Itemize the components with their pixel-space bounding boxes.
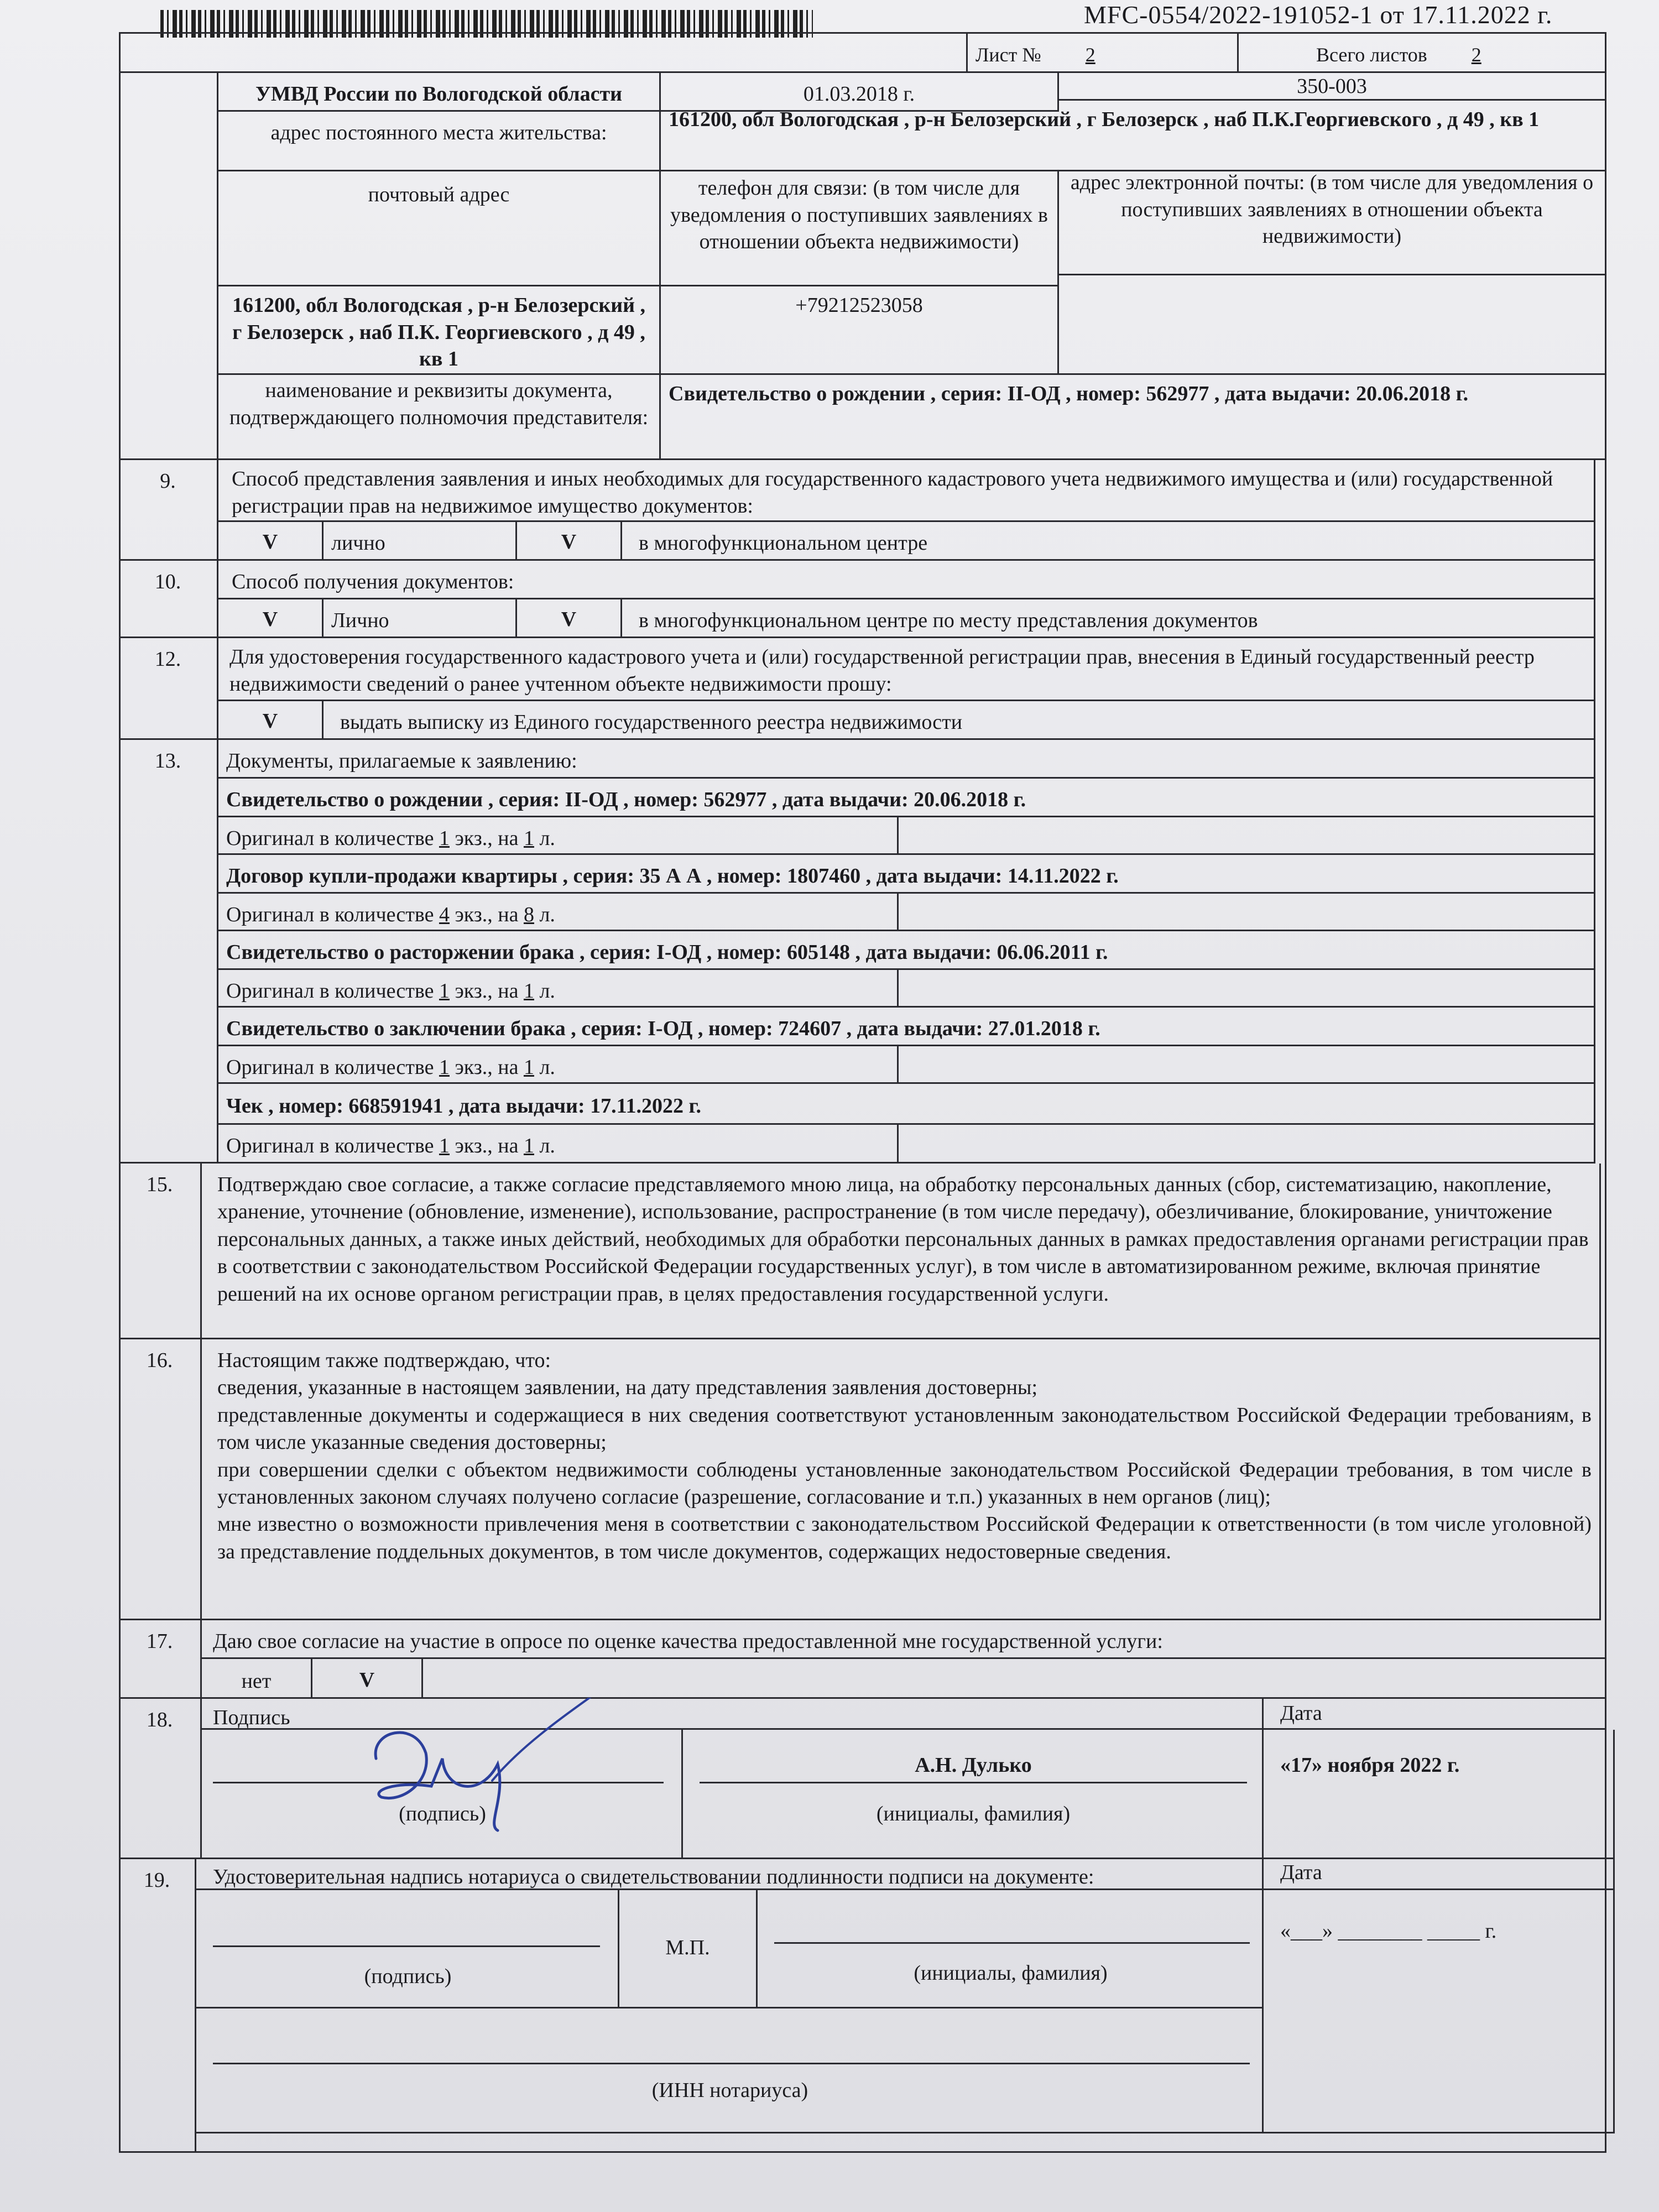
num-17: 17. (119, 1620, 202, 1699)
num-10: 10. (119, 561, 218, 638)
s18-name-caption: (инициалы, фамилия) (876, 1802, 1071, 1825)
doc-4-details: , серия: I-ОД , номер: 724607 , дата выдачи: 27.01.2018 г. (565, 1017, 1100, 1040)
s10-text: Способ получения документов: (218, 561, 1595, 599)
rep-code: 350-003 (1059, 73, 1606, 101)
num-rep (119, 73, 218, 460)
s10-mark-1: V (218, 599, 324, 638)
doc-3 (218, 931, 1595, 970)
s9-option-2: в многофункциональном центре (622, 522, 1595, 561)
s15-text: Подтверждаю свое согласие, а также согласие представляемого мною лица, на обработку персональных данных (сбор, систематизацию, накопление, хранение, уточнение (обновление, изменение), использование, распространение (в том числе передачу), обезличивание, блокирование, уничтожение персональных данных, а также иных действий, необходимых для обработки персональных данных в рамках предоставления органами регистрации прав в соответствии с законодательством Российской Федерации государственных услуг), в том числе в автоматизированном режиме, включая принятие решений на их основе органом регистрации прав, в целях предоставления государственной услуги. (202, 1164, 1601, 1339)
doc-1-details: , серия: II-ОД , номер: 562977 , дата выдачи: 20.06.2018 г. (483, 788, 1026, 811)
doc-1-originals: Оригинал в количестве 1 экз., на 1 л. (218, 817, 899, 855)
sheet-label: Лист № (975, 44, 1041, 66)
rep-authority-value: Свидетельство о рождении , серия: II-ОД , номер: 562977 , дата выдачи: 20.06.2018 г. (661, 375, 1606, 460)
doc-5-details: , номер: 668591941 , дата выдачи: 17.11.2022 г. (263, 1094, 701, 1118)
s19-inn-cell (196, 2008, 1264, 2133)
doc-3-blank (899, 970, 1595, 1008)
s18-signature-caption: (подпись) (399, 1802, 486, 1825)
s19-name-line (774, 1942, 1250, 1944)
s19-text: Удостоверительная надпись нотариуса о свидетельствовании подлинности подписи на документе: (196, 1859, 1264, 1890)
s18-name-value: А.Н. Дулько (915, 1754, 1032, 1777)
doc-1 (218, 779, 1595, 817)
s9-option-1: лично (324, 522, 517, 561)
doc-5-blank (899, 1125, 1595, 1164)
rep-phone-value: +79212523058 (661, 286, 1059, 375)
s19-signature-line (213, 1945, 600, 1947)
s19-inn-line (213, 2063, 1250, 2064)
doc-1-name: Свидетельство о рождении (226, 788, 483, 811)
s16-line-4: при совершении сделки с объектом недвижимости соблюдены установленные законодательством Российской Федерации требования, в том числе в установленных законом случаях получено согласие (разрешение, согласование и т.п.) указанных в нем органов (лиц); (217, 1458, 1592, 1509)
s9-text: Способ представления заявления и иных необходимых для государственного кадастрового учета недвижимого имущества и (или) государственной регистрации прав на недвижимое имущество документов: (218, 460, 1595, 522)
total-sheets (1239, 32, 1606, 73)
total-label: Всего листов (1316, 44, 1427, 66)
s19-signature-caption: (подпись) (364, 1965, 452, 1988)
s18-date-label: Дата (1264, 1693, 1606, 1730)
doc-2-originals: Оригинал в количестве 4 экз., на 8 л. (218, 894, 899, 931)
s18-sign-label: Подпись (202, 1699, 1264, 1730)
rep-phone-label: телефон для связи: (в том числе для уведомления о поступивших заявлениях в отношении объекта недвижимости) (661, 171, 1059, 286)
s18-date-value: «17» ноября 2022 г. (1264, 1730, 1615, 1859)
s19-date-placeholder: «___» ________ _____ г. (1280, 1919, 1497, 1943)
rep-postal-value: 161200, обл Вологодская , р-н Белозерский , г Белозерск , наб П.К. Георгиевского , д 49 , кв 1 (218, 286, 661, 375)
s16-text (202, 1339, 1601, 1620)
s19-mp: М.П. (619, 1890, 758, 2008)
s16-line-3: представленные документы и содержащиеся в них сведения соответствуют установленным законодательством Российской Федерации требованиям, в том числе указанные сведения достоверны; (217, 1403, 1592, 1454)
sheet-number (968, 32, 1239, 73)
rep-address-value: 161200, обл Вологодская , р-н Белозерский , г Белозерск , наб П.К.Георгиевского , д 49 , кв 1 (661, 101, 1606, 171)
rep-issuer: УМВД России по Вологодской области (218, 73, 661, 112)
doc-2-blank (899, 894, 1595, 931)
rep-postal-label: почтовый адрес (218, 171, 661, 286)
s17-mark: V (312, 1659, 423, 1699)
sheet-value: 2 (1085, 44, 1095, 66)
num-9: 9. (119, 460, 218, 561)
handwritten-signature (354, 1698, 608, 1836)
s19-name-caption: (инициалы, фамилия) (914, 1961, 1108, 1985)
num-13: 13. (119, 740, 218, 1164)
s13-text: Документы, прилагаемые к заявлению: (218, 740, 1595, 779)
doc-3-details: , серия: I-ОД , номер: 605148 , дата выдачи: 06.06.2011 г. (574, 941, 1108, 964)
header-blank (119, 32, 968, 73)
doc-4-name: Свидетельство о заключении брака (226, 1017, 566, 1040)
rep-authority-label: наименование и реквизиты документа, подтверждающего полномочия представителя: (218, 375, 661, 460)
doc-2-name: Договор купли-продажи квартиры (226, 864, 558, 888)
doc-2-details: , серия: 35 А А , номер: 1807460 , дата выдачи: 14.11.2022 г. (557, 864, 1119, 888)
s17-text: Даю свое согласие на участие в опросе по оценке качества предоставленной мне государственной услуги: (202, 1620, 1606, 1659)
doc-5-name: Чек (226, 1094, 263, 1118)
doc-4-blank (899, 1046, 1595, 1084)
s10-mark-2: V (517, 599, 622, 638)
doc-5-originals: Оригинал в количестве 1 экз., на 1 л. (218, 1125, 899, 1164)
s17-no-label: нет (202, 1659, 312, 1699)
s16-line-2: сведения, указанные в настоящем заявлении, на дату представления заявления достоверны; (217, 1376, 1038, 1400)
s19-inn-caption: (ИНН нотариуса) (651, 2079, 808, 2102)
s18-name-line (700, 1782, 1247, 1783)
s10-option-2: в многофункциональном центре по месту представления документов (622, 599, 1595, 638)
doc-3-name: Свидетельство о расторжении брака (226, 941, 575, 964)
s16-line-1: Настоящим также подтверждаю, что: (217, 1349, 551, 1372)
s10-option-1: Лично (324, 599, 517, 638)
total-value: 2 (1471, 44, 1481, 66)
num-19: 19. (119, 1859, 196, 2153)
s12-option: выдать выписку из Единого государственного реестра недвижимости (324, 701, 1595, 740)
s9-mark-2: V (517, 522, 622, 561)
doc-5 (218, 1084, 1595, 1125)
num-16: 16. (119, 1339, 202, 1620)
s19-date-label: Дата (1264, 1851, 1615, 1890)
doc-4 (218, 1008, 1595, 1046)
s12-mark: V (218, 701, 324, 740)
rep-issue-date: 01.03.2018 г. (661, 73, 1059, 112)
doc-4-originals: Оригинал в количестве 1 экз., на 1 л. (218, 1046, 899, 1084)
doc-2 (218, 855, 1595, 894)
s16-line-5: мне известно о возможности привлечения меня в соответствии с законодательством Российской Федерации к ответственности (в том числе уголовной) за представление поддельных документов, в том числе документов, содержащих недостоверные сведения. (217, 1512, 1592, 1563)
num-15: 15. (119, 1164, 202, 1339)
num-12: 12. (119, 638, 218, 740)
doc-3-originals: Оригинал в количестве 1 экз., на 1 л. (218, 970, 899, 1008)
s19-date-value (1264, 1890, 1615, 2133)
rep-email-label: адрес электронной почты: (в том числе для уведомления о поступивших заявлениях в отношении объекта недвижимости) (1059, 166, 1606, 275)
num-18: 18. (119, 1699, 202, 1859)
doc-1-blank (899, 817, 1595, 855)
s9-mark-1: V (218, 522, 324, 561)
document-number: MFC-0554/2022-191052-1 от 17.11.2022 г. (1084, 1, 1553, 29)
s12-text: Для удостоверения государственного кадастрового учета и (или) государственной регистрации прав, внесения в Единый государственный реестр недвижимости сведений о ранее учтенном объекте недвижимости прошу: (218, 638, 1595, 701)
rep-address-label: адрес постоянного места жительства: (218, 112, 661, 171)
rep-email-value (1059, 275, 1606, 375)
